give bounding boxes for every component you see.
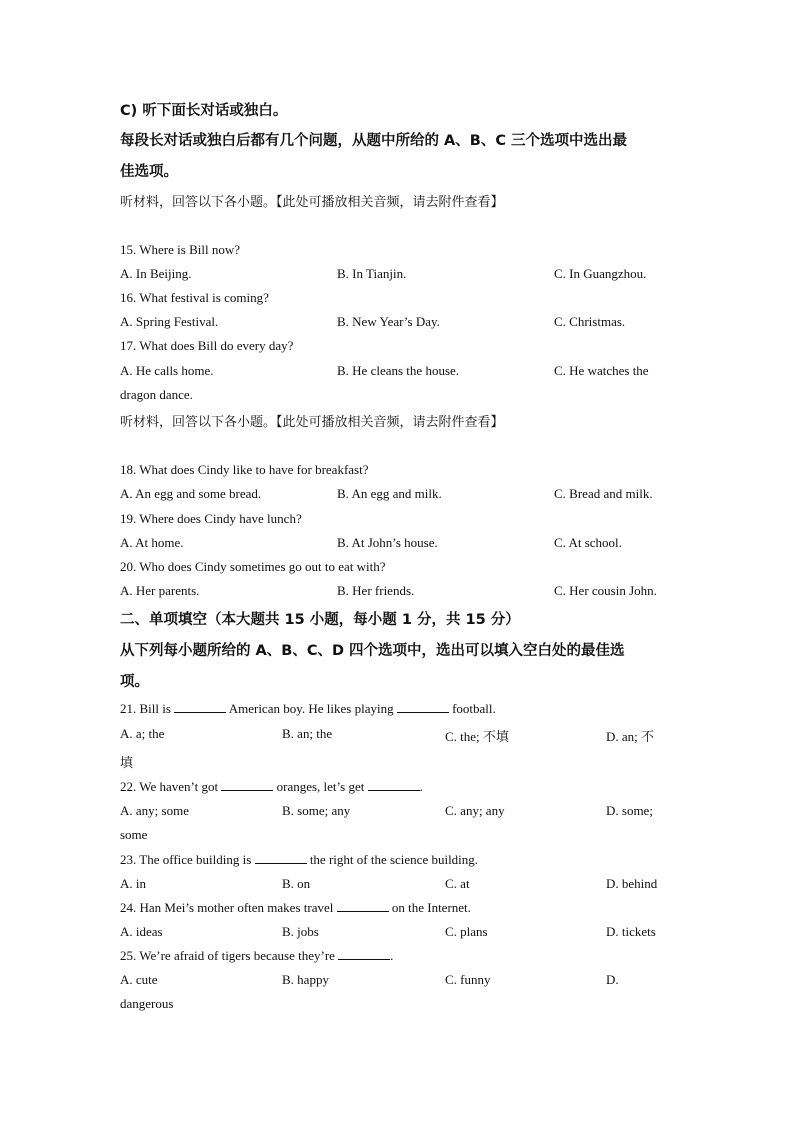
- option-c: C. at: [445, 876, 470, 891]
- section-2-instruction-line-2: 项。: [120, 674, 149, 690]
- option-c-wrap: dragon dance.: [120, 387, 193, 402]
- question-21: [120, 701, 496, 717]
- question-22: [120, 779, 423, 795]
- question-text: the right of the science building.: [306, 852, 479, 867]
- option-d-wrap: 填: [120, 755, 134, 770]
- option-a: A. a; the: [120, 726, 165, 741]
- option-c: C. He watches the: [554, 363, 649, 378]
- question-24: [120, 900, 471, 916]
- option-c: C. Bread and milk.: [554, 486, 653, 501]
- option-d: D. an; 不: [606, 729, 655, 744]
- question-text: 21. Bill is: [120, 701, 175, 716]
- answer-blank: [255, 853, 307, 864]
- audio-note-2: 听材料，回答以下各小题。【此处可播放相关音频，请去附件查看】: [120, 415, 504, 430]
- question-text: on the Internet.: [388, 900, 471, 915]
- question-text: 24. Han Mei’s mother often makes travel: [120, 900, 337, 915]
- option-c: C. Her cousin John.: [554, 583, 657, 598]
- section-c-instruction-line-1: 每段长对话或独白后都有几个问题，从题中所给的 A、B、C 三个选项中选出最: [120, 133, 628, 149]
- question-18: 18. What does Cindy like to have for breakfast?: [120, 462, 369, 477]
- section-2-instruction-line-1: 从下列每小题所给的 A、B、C、D 四个选项中，选出可以填入空白处的最佳选: [120, 643, 625, 659]
- audio-note-1: 听材料，回答以下各小题。【此处可播放相关音频，请去附件查看】: [120, 195, 504, 210]
- question-20: 20. Who does Cindy sometimes go out to eat with?: [120, 559, 386, 574]
- option-b: B. happy: [282, 972, 329, 987]
- option-b: B. jobs: [282, 924, 319, 939]
- answer-blank: [338, 949, 390, 960]
- option-d-wrap: dangerous: [120, 996, 174, 1011]
- option-d: D. tickets: [606, 924, 656, 939]
- question-15: 15. Where is Bill now?: [120, 242, 240, 257]
- answer-blank: [174, 702, 226, 713]
- section-c-instruction-line-2: 佳选项。: [120, 164, 178, 180]
- answer-blank: [397, 702, 449, 713]
- option-b: B. Her friends.: [337, 583, 415, 598]
- question-text: oranges, let’s get: [273, 779, 368, 794]
- question-text: 23. The office building is: [120, 852, 255, 867]
- question-19: 19. Where does Cindy have lunch?: [120, 511, 302, 526]
- option-b: B. In Tianjin.: [337, 266, 407, 281]
- option-a: A. Her parents.: [120, 583, 200, 598]
- option-a: A. any; some: [120, 803, 189, 818]
- option-a: A. ideas: [120, 924, 163, 939]
- option-a: A. cute: [120, 972, 158, 987]
- section-c-title: C) 听下面长对话或独白。: [120, 103, 288, 119]
- option-c: C. In Guangzhou.: [554, 266, 647, 281]
- option-c: C. Christmas.: [554, 314, 626, 329]
- question-text: 22. We haven’t got: [120, 779, 222, 794]
- question-16: 16. What festival is coming?: [120, 290, 269, 305]
- option-a: A. Spring Festival.: [120, 314, 219, 329]
- option-a: A. in: [120, 876, 146, 891]
- question-text: 25. We’re afraid of tigers because they’re: [120, 948, 339, 963]
- option-c: C. At school.: [554, 535, 622, 550]
- option-b: B. New Year’s Day.: [337, 314, 440, 329]
- section-2-title: 二、单项填空（本大题共 15 小题，每小题 1 分，共 15 分）: [120, 612, 520, 628]
- option-b: B. At John’s house.: [337, 535, 438, 550]
- question-25: [120, 948, 393, 964]
- option-a: A. In Beijing.: [120, 266, 192, 281]
- question-23: [120, 852, 478, 868]
- option-c: C. funny: [445, 972, 491, 987]
- option-d: D. some;: [606, 803, 653, 818]
- option-c: C. any; any: [445, 803, 505, 818]
- option-b: B. An egg and milk.: [337, 486, 442, 501]
- question-17: 17. What does Bill do every day?: [120, 338, 294, 353]
- answer-blank: [368, 780, 420, 791]
- answer-blank: [337, 901, 389, 912]
- question-text: .: [419, 779, 423, 794]
- option-a: A. He calls home.: [120, 363, 214, 378]
- option-b: B. He cleans the house.: [337, 363, 460, 378]
- question-text: American boy. He likes playing: [226, 701, 397, 716]
- option-b: B. some; any: [282, 803, 351, 818]
- option-c: C. plans: [445, 924, 488, 939]
- option-d: D. behind: [606, 876, 658, 891]
- question-text: .: [390, 948, 394, 963]
- option-a: A. At home.: [120, 535, 184, 550]
- question-text: football.: [448, 701, 496, 716]
- option-d-wrap: some: [120, 827, 148, 842]
- option-b: B. an; the: [282, 726, 333, 741]
- option-d: D.: [606, 972, 619, 987]
- option-a: A. An egg and some bread.: [120, 486, 262, 501]
- option-c: C. the; 不填: [445, 729, 509, 744]
- answer-blank: [221, 780, 273, 791]
- option-b: B. on: [282, 876, 311, 891]
